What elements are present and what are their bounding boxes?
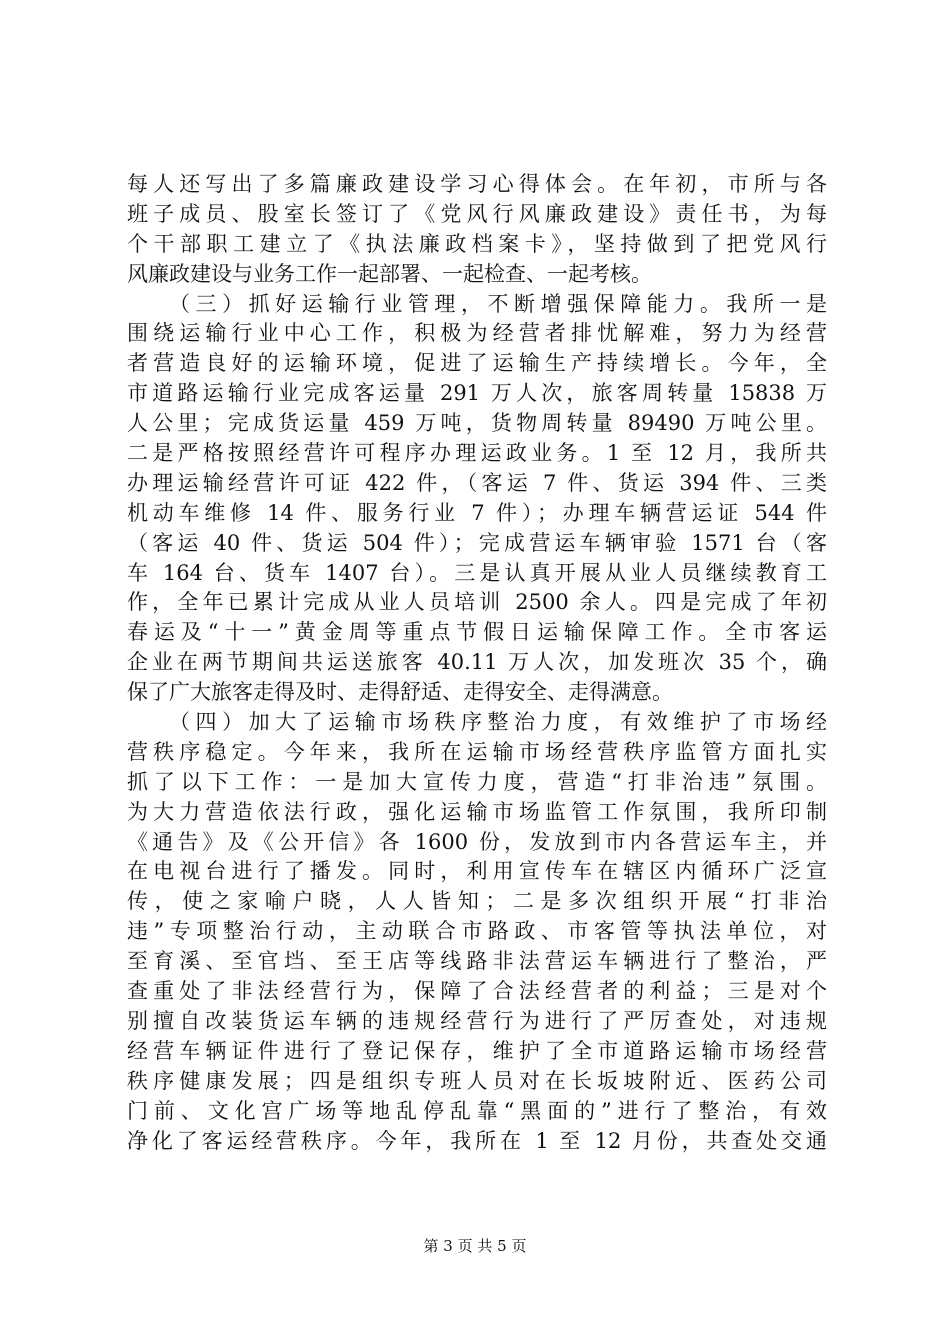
text-line: 传，使之家喻户晓，人人皆知；二是多次组织开展“打非治 bbox=[127, 889, 827, 914]
text-line: 机动车维修 14 件、服务行业 7 件）；办理车辆营运证 544 件 bbox=[127, 500, 827, 525]
text-line: 围绕运输行业中心工作，积极为经营者排忧解难，努力为经营 bbox=[127, 321, 827, 346]
text-line: 净化了客运经营秩序。今年，我所在 1 至 12 月份，共查处交通 bbox=[127, 1128, 827, 1153]
text-line: 春运及“十一”黄金周等重点节假日运输保障工作。全市客运 bbox=[127, 620, 827, 645]
text-line: 在电视台进行了播发。同时，利用宣传车在辖区内循环广泛宣 bbox=[127, 859, 827, 884]
text-line: 办理运输经营许可证 422 件，（客运 7 件、货运 394 件、三类 bbox=[127, 470, 827, 495]
text-line: 者营造良好的运输环境，促进了运输生产持续增长。今年，全 bbox=[127, 351, 827, 376]
text-line: 风廉政建设与业务工作一起部署、一起检查、一起考核。 bbox=[127, 261, 652, 286]
text-line: 企业在两节期间共运送旅客 40.11 万人次，加发班次 35 个，确 bbox=[127, 650, 827, 675]
text-line: 二是严格按照经营许可程序办理运政业务。1 至 12 月，我所共 bbox=[127, 441, 827, 466]
text-line: 人公里；完成货运量 459 万吨，货物周转量 89490 万吨公里。 bbox=[127, 411, 827, 436]
text-line: 每人还写出了多篇廉政建设学习心得体会。在年初，市所与各 bbox=[127, 172, 827, 196]
text-line: 违”专项整治行动，主动联合市路政、市客管等执法单位，对 bbox=[127, 919, 827, 944]
text-line: 车 164 台、货车 1407 台）。三是认真开展从业人员继续教育工 bbox=[127, 560, 827, 585]
text-line: （三）抓好运输行业管理，不断增强保障能力。我所一是 bbox=[169, 291, 827, 316]
text-line: （四）加大了运输市场秩序整治力度，有效维护了市场经 bbox=[169, 710, 827, 735]
text-line: 别擅自改装货运车辆的违规经营行为进行了严厉查处，对违规 bbox=[127, 1008, 827, 1033]
text-line: 个干部职工建立了《执法廉政档案卡》，坚持做到了把党风行 bbox=[127, 231, 827, 256]
text-line: 作，全年已累计完成从业人员培训 2500 余人。四是完成了年初 bbox=[127, 590, 827, 615]
text-line: 门前、文化宫广场等地乱停乱靠“黑面的”进行了整治，有效 bbox=[127, 1098, 827, 1123]
text-line: 为大力营造依法行政，强化运输市场监管工作氛围，我所印制 bbox=[127, 799, 827, 824]
text-line: 保了广大旅客走得及时、走得舒适、走得安全、走得满意。 bbox=[127, 680, 673, 705]
text-line: （客运 40 件、货运 504 件）；完成营运车辆审验 1571 台（客 bbox=[127, 530, 827, 555]
text-line: 市道路运输行业完成客运量 291 万人次，旅客周转量 15838 万 bbox=[127, 381, 827, 406]
text-line: 查重处了非法经营行为，保障了合法经营者的利益；三是对个 bbox=[127, 979, 827, 1004]
page-footer: 第 3 页 共 5 页 bbox=[423, 1237, 527, 1255]
text-line: 抓了以下工作：一是加大宣传力度，营造“打非治违”氛围。 bbox=[127, 769, 827, 794]
text-line: 班子成员、股室长签订了《党风行风廉政建设》责任书，为每 bbox=[127, 201, 827, 226]
text-line: 《通告》及《公开信》各 1600 份，发放到市内各营运车主，并 bbox=[127, 829, 827, 854]
body-text bbox=[127, 170, 827, 1156]
text-line: 经营车辆证件进行了登记保存，维护了全市道路运输市场经营 bbox=[127, 1038, 827, 1063]
text-line: 秩序健康发展；四是组织专班人员对在长坂坡附近、医药公司 bbox=[127, 1068, 827, 1093]
text-line: 营秩序稳定。今年来，我所在运输市场经营秩序监管方面扎实 bbox=[127, 739, 827, 764]
text-line: 至育溪、至官垱、至王店等线路非法营运车辆进行了整治，严 bbox=[127, 949, 827, 974]
